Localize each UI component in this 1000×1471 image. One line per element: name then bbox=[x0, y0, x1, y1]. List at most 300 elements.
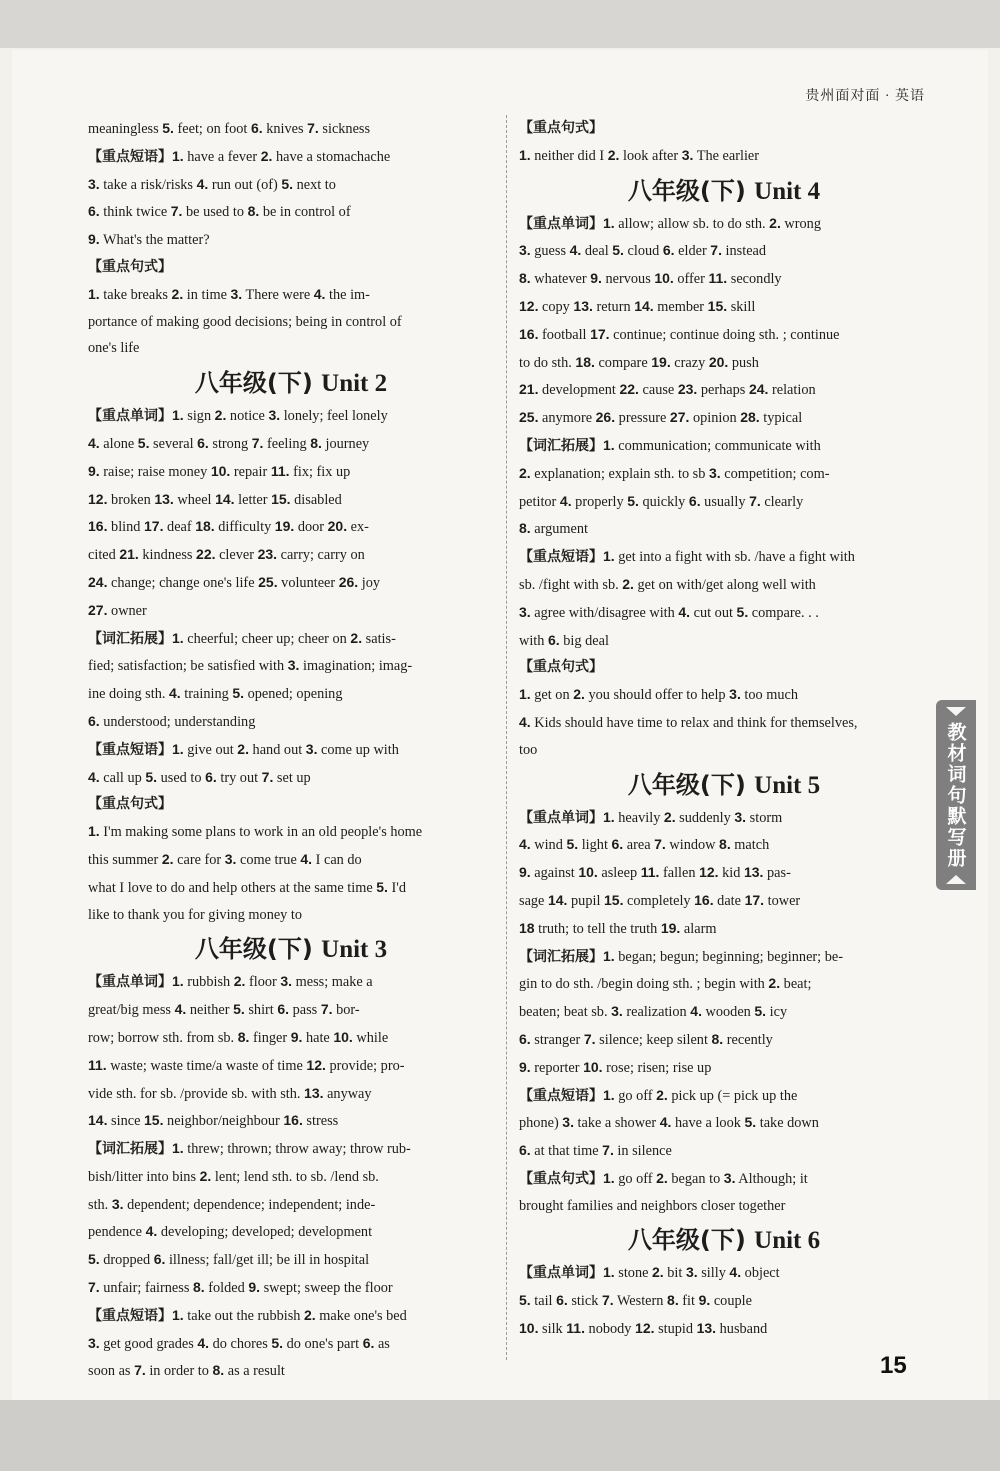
item-number: 19. bbox=[274, 518, 295, 535]
unit-2-content bbox=[88, 402, 494, 928]
answer-text: portance of making good decisions; being in control of bbox=[88, 313, 402, 330]
item-number: 5. bbox=[137, 434, 150, 451]
answer-text: pressure bbox=[615, 410, 670, 427]
item-number: 6. bbox=[197, 434, 209, 451]
answer-text: have a stomachache bbox=[272, 148, 391, 165]
text-line bbox=[88, 430, 494, 458]
answer-text: get on with/get along well with bbox=[633, 576, 816, 593]
answer-text: stone bbox=[614, 1265, 653, 1282]
answer-text: sickness bbox=[318, 121, 371, 137]
text-line bbox=[88, 458, 494, 486]
text-line bbox=[519, 142, 929, 170]
item-number: 2. bbox=[622, 575, 634, 592]
text-line bbox=[88, 652, 494, 680]
item-number: 16. bbox=[694, 891, 714, 908]
text-line bbox=[88, 597, 494, 625]
item-number: 6. bbox=[88, 712, 100, 729]
item-number: 5. bbox=[88, 1251, 100, 1268]
item-number: 8. bbox=[237, 1028, 250, 1045]
section-label: 【重点单词】 bbox=[519, 215, 603, 232]
answer-text: think twice bbox=[99, 204, 171, 221]
answer-text: disabled bbox=[290, 491, 342, 508]
item-number: 5. bbox=[145, 768, 158, 785]
answer-text: letter bbox=[234, 491, 272, 508]
unit-2-title bbox=[88, 366, 494, 400]
side-tab-label: 教材词句默写册 bbox=[944, 721, 967, 869]
text-line bbox=[88, 281, 494, 309]
text-line bbox=[88, 115, 494, 143]
answer-text: match bbox=[730, 837, 770, 854]
item-number: 9. bbox=[519, 1058, 531, 1075]
answer-text: dropped bbox=[99, 1252, 154, 1269]
item-number: 11. bbox=[640, 864, 660, 881]
item-number: 20. bbox=[327, 518, 348, 535]
item-number: 9. bbox=[290, 1028, 303, 1045]
item-number: 5. bbox=[162, 120, 174, 136]
item-number: 24. bbox=[748, 381, 769, 398]
answer-text: icy bbox=[766, 1004, 788, 1021]
unit-3-content bbox=[88, 968, 494, 1385]
item-number: 3. bbox=[268, 407, 281, 424]
item-number: 2. bbox=[350, 629, 363, 646]
item-number: 7. bbox=[170, 203, 183, 220]
item-number: 25. bbox=[258, 573, 278, 590]
item-number: 5. bbox=[744, 1114, 757, 1131]
answer-text: in silence bbox=[613, 1143, 672, 1160]
item-number: 16. bbox=[519, 325, 539, 342]
answer-text: cloud bbox=[623, 243, 663, 260]
section-side-tab[interactable] bbox=[936, 700, 976, 890]
answer-text: perhaps bbox=[697, 382, 749, 399]
text-line bbox=[88, 968, 494, 996]
item-number: 3. bbox=[88, 175, 100, 192]
item-number: 3. bbox=[685, 1264, 698, 1281]
item-number: 7. bbox=[134, 1362, 146, 1379]
answer-text: silence; keep silent bbox=[595, 1031, 712, 1048]
text-line bbox=[88, 764, 494, 792]
answer-text: reporter bbox=[530, 1059, 584, 1076]
answer-text: I'm making some plans to work in an old people's home bbox=[99, 824, 423, 841]
answer-text: guess bbox=[530, 243, 570, 260]
answer-text: illness; fall/get ill; be ill in hospital bbox=[165, 1252, 370, 1269]
section-label: 【重点句式】 bbox=[519, 1170, 603, 1187]
item-number: 2. bbox=[171, 285, 184, 302]
item-number: 10. bbox=[210, 462, 231, 479]
answer-text: journey bbox=[321, 435, 370, 452]
answer-text: come true bbox=[236, 851, 301, 868]
answer-text: at that time bbox=[530, 1143, 603, 1160]
item-number: 1. bbox=[172, 407, 184, 424]
item-number: 2. bbox=[161, 850, 174, 867]
item-number: 10. bbox=[333, 1028, 353, 1045]
item-number: 6. bbox=[88, 203, 100, 220]
item-number: 10. bbox=[654, 270, 674, 287]
unit-label: Unit 6 bbox=[754, 1227, 821, 1255]
text-line bbox=[88, 226, 494, 254]
text-line bbox=[88, 708, 494, 736]
item-number: 9. bbox=[88, 231, 100, 248]
grade-label: 八年级(下) bbox=[194, 369, 313, 398]
answer-text: petitor bbox=[519, 493, 560, 510]
item-number: 2. bbox=[233, 973, 246, 990]
answer-text: argument bbox=[530, 521, 588, 538]
answer-text: broken bbox=[107, 491, 155, 508]
section-label: 【词汇拓展】 bbox=[519, 437, 603, 454]
answer-text: like to thank you for giving money to bbox=[88, 906, 303, 923]
item-number: 2. bbox=[663, 808, 676, 825]
answer-text: stick bbox=[567, 1293, 602, 1310]
section-label: 【重点句式】 bbox=[519, 659, 603, 676]
item-number: 7. bbox=[320, 1001, 333, 1018]
item-number: 12. bbox=[88, 490, 108, 507]
item-number: 9. bbox=[590, 270, 602, 287]
answer-text: communication; communicate with bbox=[614, 437, 821, 454]
item-number: 11. bbox=[88, 1056, 107, 1073]
item-number: 8. bbox=[192, 1279, 205, 1296]
answer-text: be used to bbox=[182, 204, 248, 221]
text-line bbox=[519, 654, 929, 681]
answer-text: ine doing sth. bbox=[88, 686, 170, 703]
answer-text: alone bbox=[99, 435, 138, 452]
section-label: 【重点句式】 bbox=[88, 258, 172, 275]
item-number: 1. bbox=[172, 740, 184, 757]
answer-text: provide; pro- bbox=[325, 1057, 405, 1074]
answer-text: make one's bed bbox=[315, 1307, 407, 1324]
answer-text: unfair; fairness bbox=[99, 1280, 193, 1297]
text-line bbox=[88, 846, 494, 874]
answer-text: run out (of) bbox=[208, 176, 282, 193]
answer-text: as a result bbox=[224, 1363, 285, 1380]
answer-text: What's the matter? bbox=[99, 232, 210, 249]
item-number: 21. bbox=[119, 546, 139, 563]
item-number: 3. bbox=[305, 740, 318, 757]
text-line bbox=[519, 1165, 929, 1193]
unit-label: Unit 3 bbox=[321, 936, 388, 964]
item-number: 14. bbox=[215, 490, 235, 507]
item-number: 3. bbox=[681, 146, 694, 163]
item-number: 4. bbox=[145, 1223, 158, 1240]
item-number: 15. bbox=[271, 490, 291, 507]
text-line bbox=[519, 887, 929, 915]
answer-text: storm bbox=[746, 809, 783, 826]
item-number: 4. bbox=[313, 285, 326, 302]
item-number: 7. bbox=[583, 1030, 596, 1047]
answer-text: anyway bbox=[323, 1085, 372, 1102]
item-number: 1. bbox=[603, 1169, 615, 1186]
answer-text: fix; fix up bbox=[289, 463, 351, 480]
answer-text: window bbox=[665, 837, 720, 854]
answer-text: opinion bbox=[689, 410, 741, 427]
answer-text: Western bbox=[613, 1293, 668, 1310]
unit-5-title bbox=[519, 768, 929, 802]
item-number: 13. bbox=[304, 1084, 324, 1101]
answer-text: The earlier bbox=[693, 147, 760, 164]
item-number: 8. bbox=[711, 1030, 724, 1047]
answer-text: developing; developed; development bbox=[157, 1224, 373, 1241]
answer-text: too much bbox=[740, 687, 799, 704]
answer-text: in time bbox=[183, 286, 231, 303]
item-number: 12. bbox=[635, 1320, 655, 1337]
text-line bbox=[519, 915, 929, 943]
item-number: 24. bbox=[88, 573, 108, 590]
answer-text: football bbox=[538, 326, 591, 343]
answer-text: go off bbox=[614, 1170, 657, 1187]
answer-text: pas- bbox=[763, 865, 791, 882]
scan-top-border bbox=[0, 0, 1000, 48]
item-number: 13. bbox=[154, 490, 174, 507]
item-number: 1. bbox=[172, 629, 184, 646]
answer-text: deaf bbox=[163, 519, 196, 536]
answer-text: light bbox=[578, 837, 612, 854]
answer-text: mess; make a bbox=[292, 974, 373, 991]
answer-text: There were bbox=[242, 286, 314, 303]
answer-text: properly bbox=[571, 493, 628, 510]
answer-text: take a shower bbox=[573, 1115, 660, 1132]
item-number: 2. bbox=[656, 1169, 668, 1186]
text-line bbox=[88, 1330, 494, 1358]
answer-text: kid bbox=[718, 865, 744, 882]
answer-text: quickly bbox=[638, 493, 689, 510]
answer-text: threw; thrown; throw away; throw rub- bbox=[183, 1141, 411, 1158]
item-number: 7. bbox=[601, 1292, 614, 1309]
section-label: 【重点短语】 bbox=[519, 549, 603, 566]
item-number: 3. bbox=[611, 1003, 623, 1020]
intro-block bbox=[88, 115, 494, 143]
item-number: 13. bbox=[696, 1320, 717, 1337]
text-line bbox=[519, 349, 929, 377]
item-number: 17. bbox=[590, 325, 610, 342]
answer-text: phone) bbox=[519, 1115, 563, 1132]
answer-text: volunteer bbox=[277, 574, 339, 591]
item-number: 3. bbox=[224, 850, 237, 867]
item-number: 9. bbox=[519, 864, 531, 881]
answer-text: training bbox=[180, 686, 233, 703]
item-number: 2. bbox=[652, 1264, 664, 1281]
unit-4-content bbox=[519, 210, 929, 764]
text-line bbox=[519, 488, 929, 516]
answer-text: the im- bbox=[325, 286, 370, 303]
item-number: 6. bbox=[153, 1251, 166, 1268]
answer-text: compare bbox=[594, 354, 652, 371]
item-number: 14. bbox=[547, 891, 568, 908]
answer-text: object bbox=[741, 1265, 780, 1282]
item-number: 25. bbox=[519, 409, 539, 426]
text-line bbox=[88, 1080, 494, 1108]
text-line bbox=[88, 1246, 494, 1274]
answer-text: soon as bbox=[88, 1363, 135, 1380]
item-number: 7. bbox=[654, 836, 666, 853]
item-number: 1. bbox=[172, 1140, 184, 1157]
item-number: 2. bbox=[768, 975, 781, 992]
item-number: 23. bbox=[677, 381, 698, 398]
text-line bbox=[519, 210, 929, 238]
answer-text: tower bbox=[764, 892, 801, 909]
item-number: 3. bbox=[111, 1195, 124, 1212]
answer-text: give out bbox=[183, 741, 238, 758]
text-line bbox=[88, 791, 494, 818]
text-line bbox=[519, 737, 929, 764]
unit-3-title bbox=[88, 932, 494, 966]
answer-text: cause bbox=[638, 382, 678, 399]
answer-text: raise; raise money bbox=[99, 463, 211, 480]
item-number: 8. bbox=[247, 203, 260, 220]
item-number: 16. bbox=[88, 518, 108, 535]
answer-text: meaningless bbox=[88, 121, 163, 137]
answer-text: Although; it bbox=[735, 1170, 808, 1187]
item-number: 8. bbox=[212, 1362, 225, 1379]
unit-5-content bbox=[519, 804, 929, 1220]
answer-text: take breaks bbox=[99, 286, 172, 303]
answer-text: with bbox=[519, 632, 548, 649]
item-number: 5. bbox=[612, 242, 624, 259]
item-number: 5. bbox=[519, 1292, 531, 1309]
unit-4-title bbox=[519, 174, 929, 208]
text-line bbox=[519, 1137, 929, 1165]
text-line bbox=[519, 432, 929, 460]
answer-text: this summer bbox=[88, 851, 162, 868]
answer-text: brought families and neighbors closer together bbox=[519, 1197, 786, 1214]
item-number: 5. bbox=[754, 1003, 767, 1020]
text-line bbox=[519, 1082, 929, 1110]
answer-text: stupid bbox=[654, 1321, 697, 1338]
item-number: 21. bbox=[519, 381, 539, 398]
item-number: 3. bbox=[230, 285, 243, 302]
answer-text: lent; lend sth. to sb. /lend sb. bbox=[211, 1168, 379, 1185]
item-number: 7. bbox=[710, 242, 722, 259]
answer-text: neither bbox=[186, 1002, 234, 1019]
item-number: 6. bbox=[519, 1142, 531, 1159]
answer-text: completely bbox=[623, 892, 695, 909]
item-number: 11. bbox=[708, 270, 728, 287]
answer-text: cheerful; cheer up; cheer on bbox=[183, 630, 351, 647]
item-number: 1. bbox=[88, 823, 100, 840]
item-number: 8. bbox=[519, 270, 531, 287]
answer-text: stress bbox=[302, 1113, 339, 1130]
answer-text: gin to do sth. /begin doing sth. ; begin with bbox=[519, 976, 769, 993]
text-line bbox=[88, 1052, 494, 1080]
text-line bbox=[88, 1218, 494, 1246]
column-divider bbox=[506, 115, 508, 1360]
item-number: 14. bbox=[88, 1112, 108, 1129]
text-line bbox=[519, 376, 929, 404]
item-number: 7. bbox=[307, 120, 319, 136]
item-number: 19. bbox=[660, 919, 681, 936]
answer-text: blind bbox=[107, 519, 145, 536]
item-number: 8. bbox=[667, 1292, 679, 1309]
text-line bbox=[88, 541, 494, 569]
answer-text: allow; allow sb. to do sth. bbox=[614, 215, 770, 232]
text-line bbox=[88, 143, 494, 171]
answer-text: competition; com- bbox=[720, 465, 830, 482]
item-number: 1. bbox=[603, 1086, 615, 1103]
answer-text: pupil bbox=[567, 892, 604, 909]
grade-label: 八年级(下) bbox=[194, 935, 313, 964]
item-number: 2. bbox=[260, 147, 273, 164]
answer-text: knives bbox=[262, 121, 308, 137]
text-line bbox=[519, 1315, 929, 1343]
text-line bbox=[88, 198, 494, 226]
item-number: 5. bbox=[627, 492, 639, 509]
text-line bbox=[88, 902, 494, 929]
answer-text: owner bbox=[107, 602, 147, 619]
grade-label: 八年级(下) bbox=[627, 176, 746, 205]
item-number: 26. bbox=[338, 573, 359, 590]
item-number: 18. bbox=[575, 353, 595, 370]
section-label: 【词汇拓展】 bbox=[88, 1141, 172, 1158]
answer-text: rose; risen; rise up bbox=[602, 1059, 712, 1076]
answer-text: neighbor/neighbour bbox=[163, 1113, 284, 1130]
scan-bottom-border bbox=[0, 1400, 1000, 1471]
answer-text: wind bbox=[530, 837, 567, 854]
section-label: 【重点句式】 bbox=[88, 796, 172, 813]
answer-text: since bbox=[107, 1113, 144, 1130]
item-number: 27. bbox=[88, 601, 108, 618]
answer-text: have a look bbox=[671, 1115, 745, 1132]
answer-text: secondly bbox=[727, 271, 782, 288]
item-number: 8. bbox=[719, 836, 731, 853]
answer-text: one's life bbox=[88, 340, 140, 357]
text-line bbox=[519, 1287, 929, 1315]
answer-text: truth; to tell the truth bbox=[534, 920, 661, 937]
item-number: 4. bbox=[197, 1334, 210, 1351]
answer-text: be in control of bbox=[259, 204, 351, 221]
answer-text: recently bbox=[723, 1031, 773, 1048]
item-number: 2. bbox=[573, 686, 585, 703]
answer-text: understood; understanding bbox=[99, 713, 256, 730]
text-line bbox=[88, 335, 494, 362]
answer-text: deal bbox=[581, 243, 613, 260]
answer-text: skill bbox=[727, 298, 756, 315]
item-number: 10. bbox=[519, 1320, 539, 1337]
right-column bbox=[519, 115, 929, 1343]
item-number: 10. bbox=[583, 1058, 603, 1075]
item-number: 9. bbox=[88, 462, 100, 479]
answer-text: care for bbox=[173, 851, 225, 868]
answer-text: cited bbox=[88, 547, 120, 564]
answer-text: fallen bbox=[659, 865, 700, 882]
item-number: 18 bbox=[519, 919, 535, 936]
answer-text: beat; bbox=[780, 976, 812, 993]
grade-label: 八年级(下) bbox=[627, 1226, 746, 1255]
answer-text: too bbox=[519, 741, 538, 758]
phrases-block bbox=[88, 143, 494, 254]
text-line bbox=[88, 736, 494, 764]
answer-text: call up bbox=[99, 769, 146, 786]
item-number: 2. bbox=[607, 146, 620, 163]
item-number: 1. bbox=[603, 1264, 615, 1281]
text-line bbox=[519, 115, 929, 142]
item-number: 4. bbox=[519, 713, 531, 730]
answer-text: kindness bbox=[138, 547, 197, 564]
answer-text: as bbox=[374, 1335, 390, 1352]
item-number: 3. bbox=[562, 1114, 574, 1131]
item-number: 16. bbox=[283, 1112, 303, 1129]
answer-text: floor bbox=[245, 974, 281, 991]
answer-text: try out bbox=[216, 769, 262, 786]
answer-text: fit bbox=[678, 1293, 699, 1310]
answer-text: repair bbox=[230, 463, 271, 480]
answer-text: began to bbox=[667, 1170, 724, 1187]
section-label: 【词汇拓展】 bbox=[88, 630, 172, 647]
item-number: 3. bbox=[723, 1169, 736, 1186]
text-line bbox=[88, 1274, 494, 1302]
answer-text: hate bbox=[302, 1029, 334, 1046]
text-line bbox=[519, 709, 929, 737]
text-line bbox=[88, 1107, 494, 1135]
section-label: 【重点短语】 bbox=[88, 741, 172, 758]
text-line bbox=[88, 625, 494, 653]
item-number: 4. bbox=[300, 850, 313, 867]
